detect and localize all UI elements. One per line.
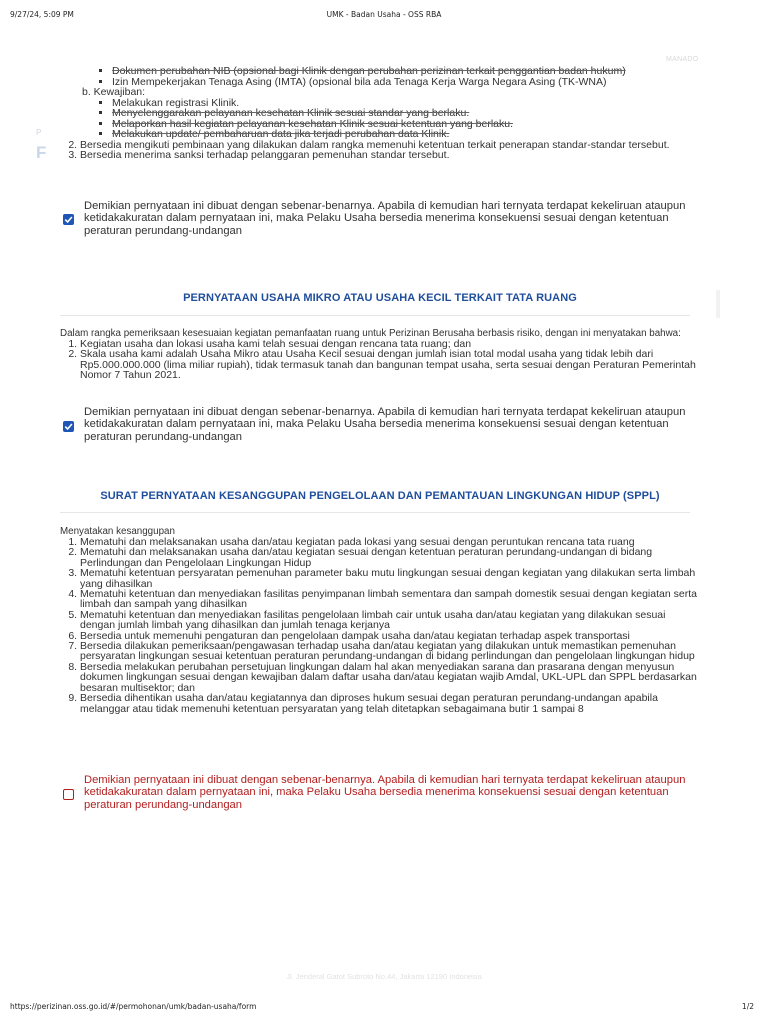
ghost-letter: F xyxy=(36,143,47,162)
print-page-number: 1/2 xyxy=(741,1002,754,1011)
list-item: ▪ Melakukan registrasi Klinik. xyxy=(112,98,700,109)
list-item: 1. Mematuhi dan melaksanakan usaha dan/atau kegiatan pada lokasi yang sesuai dengan peruntukan rencana tata ruang xyxy=(80,537,700,547)
declaration-text: Demikian pernyataan ini dibuat dengan sebenar-benarnya. Apabila di kemudian hari ternyata terdapat kekeliruan ataupun ketidakakuratan dalam pernyataan ini, maka Pelaku Usaha bersedia menerima konsekuensi sesuai dengan ketentuan peraturan perundang-undangan xyxy=(84,200,686,237)
list-item: 4. Mematuhi ketentuan dan menyediakan fasilitas penyimpanan limbah sementara dan sampah domestik sesuai dengan kegiatan serta limbah dan sampah yang dihasilkan xyxy=(80,589,700,610)
faint-address: Jl. Jenderal Gatot Subroto No.44, Jakarta 12190 Indonesia xyxy=(286,972,482,981)
ghost-scroll-artifact xyxy=(716,290,720,318)
list-item: 2. Bersedia mengikuti pembinaan yang dilakukan dalam rangka memenuhi ketentuan terkait penerapan standar-standar tersebut. xyxy=(80,140,700,151)
section-title-tata-ruang: PERNYATAAN USAHA MIKRO ATAU USAHA KECIL TERKAIT TATA RUANG xyxy=(183,292,577,304)
list-item: 1. Kegiatan usaha dan lokasi usaha kami telah sesuai dengan rencana tata ruang; dan xyxy=(80,339,700,349)
list-item: 8. Bersedia melakukan perubahan persetujuan lingkungan dalam hal akan menyediakan sarana dan prasarana dengan menyusun dokumen lingkungan sesuai dengan kewajiban dalam daftar usaha dan/atau kegiatan wajib Amdal, UKL-UPL dan SPPL berdasarkan besaran multisektor; dan xyxy=(80,662,700,693)
list-item: 6. Bersedia untuk memenuhi pengaturan dan pengelolaan dampak usaha dan/atau kegiatan terhadap aspek transportasi xyxy=(80,631,700,641)
list-item: ▪ Izin Mempekerjakan Tenaga Asing (IMTA) (opsional bila ada Tenaga Kerja Warga Negara Asing (TK-WNA) xyxy=(112,77,700,88)
check-icon xyxy=(64,422,73,431)
declaration-text: Demikian pernyataan ini dibuat dengan sebenar-benarnya. Apabila di kemudian hari ternyata terdapat kekeliruan ataupun ketidakakuratan dalam pernyataan ini, maka Pelaku Usaha bersedia menerima konsekuensi sesuai dengan ketentuan peraturan perundang-undangan xyxy=(84,406,686,443)
list-item: 2. Skala usaha kami adalah Usaha Mikro atau Usaha Kecil sesuai dengan jumlah isian total modal usaha yang tidak lebih dari Rp5.000.000.000 (lima miliar rupiah), tidak termasuk tanah dan bangunan tempat usaha, serta sesuai dengan Peraturan Pemerintah Nomor 7 Tahun 2021. xyxy=(80,349,700,380)
list-item: ▪ Menyelenggarakan pelayanan kesehatan Klinik sesuai standar yang berlaku. xyxy=(112,108,700,119)
check-icon xyxy=(64,215,73,224)
list-item: 3. Bersedia menerima sanksi terhadap pelanggaran pemenuhan standar tersebut. xyxy=(80,150,700,161)
list-item: ▪ Melaporkan hasil kegiatan pelayanan kesehatan Klinik sesuai ketentuan yang berlaku. xyxy=(112,119,700,130)
ghost-letter: P xyxy=(36,128,42,137)
declaration-checkbox[interactable] xyxy=(63,214,74,225)
section-intro: Menyatakan kesanggupan xyxy=(60,526,175,537)
sppl-list xyxy=(60,537,700,714)
print-datetime: 9/27/24, 5:09 PM xyxy=(10,10,74,19)
print-footer xyxy=(0,1002,768,1016)
klinik-requirements xyxy=(60,66,700,161)
sppl-statement xyxy=(60,526,700,714)
hak-list xyxy=(60,66,700,87)
commitment-list xyxy=(60,140,700,161)
tata-ruang-statement xyxy=(60,328,700,381)
tata-ruang-list xyxy=(60,339,700,381)
print-page-title: UMK - Badan Usaha - OSS RBA xyxy=(326,10,442,19)
list-item: 5. Mematuhi ketentuan dan menyediakan fasilitas pengelolaan limbah cair untuk usaha dan/atau kegiatan yang dilakukan sesuai dengan jumlah limbah yang dihasilkan dan jumlah tenaga kerjanya xyxy=(80,610,700,631)
list-item: ▪ Dokumen perubahan NIB (opsional bagi Klinik dengan perubahan perizinan terkait penggantian badan hukum) xyxy=(112,66,700,77)
declaration-checkbox[interactable] xyxy=(63,421,74,432)
section-intro: Dalam rangka pemeriksaan kesesuaian kegiatan pemanfaatan ruang untuk Perizinan Berusaha berbasis risiko, dengan ini menyatakan bahwa: xyxy=(60,328,681,339)
print-url: https://perizinan.oss.go.id/#/permohonan/umk/badan-usaha/form xyxy=(10,1002,257,1011)
section-divider xyxy=(60,315,690,316)
list-item: 9. Bersedia dihentikan usaha dan/atau kegiatannya dan diproses hukum sesuai degan peraturan perundang-undangan apabila melanggar atau tidak memenuhi ketentuan persyaratan yang telah ditetapkan sebagaimana butir 1 sampai 8 xyxy=(80,693,700,714)
declaration-text: Demikian pernyataan ini dibuat dengan sebenar-benarnya. Apabila di kemudian hari ternyata terdapat kekeliruan ataupun ketidakakuratan dalam pernyataan ini, maka Pelaku Usaha bersedia menerima konsekuensi sesuai dengan ketentuan peraturan perundang-undangan xyxy=(84,774,686,811)
declaration-checkbox[interactable] xyxy=(63,789,74,800)
kewajiban-label: b. Kewajiban: xyxy=(82,86,146,98)
faint-city-label: MANADO xyxy=(666,56,699,63)
section-title-sppl: SURAT PERNYATAAN KESANGGUPAN PENGELOLAAN DAN PEMANTAUAN LINGKUNGAN HIDUP (SPPL) xyxy=(100,490,660,502)
list-item: 7. Bersedia dilakukan pemeriksaan/pengawasan terhadap usaha dan/atau kegiatan yang dilakukan untuk memastikan pemenuhan persyaratan lingkungan sesuai ketentuan peraturan perundang-undangan di bidang perlindungan dan pengelolaan lingkungan hidup xyxy=(80,641,700,662)
section-divider xyxy=(60,512,690,513)
print-header xyxy=(0,10,768,24)
kewajiban-list xyxy=(60,98,700,140)
list-item: 2. Mematuhi dan melaksanakan usaha dan/atau kegiatan sesuai dengan ketentuan peraturan perundang-undangan di bidang Perlindungan dan Pengelolaan Lingkungan Hidup xyxy=(80,547,700,568)
list-item: ▪ Melakukan update/ pembaharuan data jika terjadi perubahan data Klinik. xyxy=(112,129,700,140)
list-item: 3. Mematuhi ketentuan persyaratan pemenuhan parameter baku mutu lingkungan sesuai dengan kegiatan yang dilakukan serta limbah yang dihasilkan xyxy=(80,568,700,589)
